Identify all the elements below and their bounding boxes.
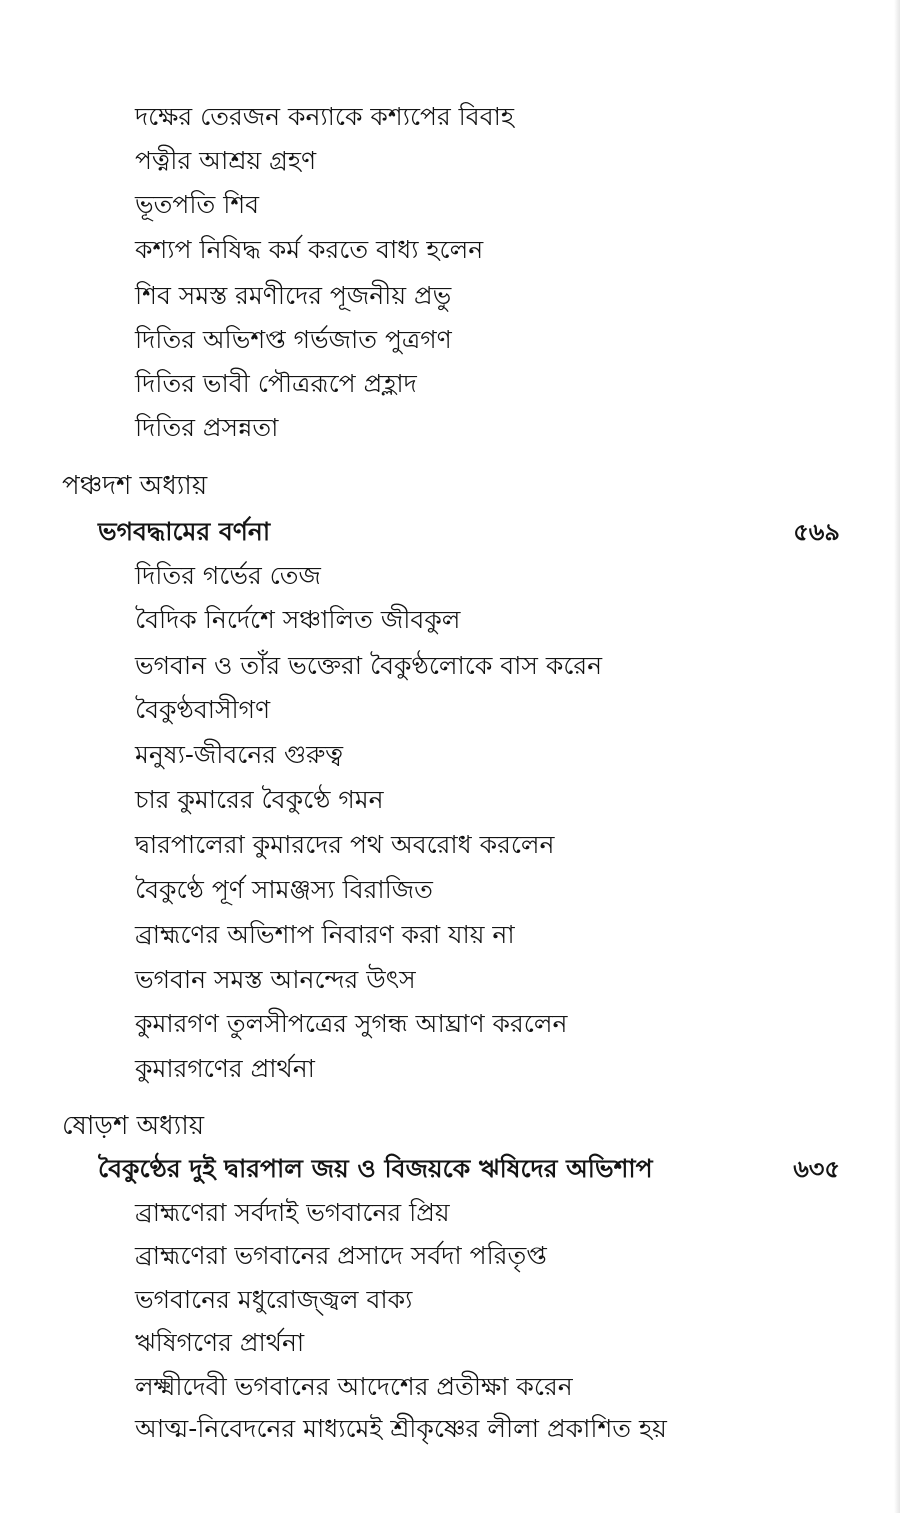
toc-entry: ভগবান ও তাঁর ভক্তেরা বৈকুণ্ঠলোকে বাস করেন [135, 651, 603, 680]
toc-entry: বৈকুণ্ঠে পূর্ণ সামঞ্জস্য বিরাজিত [135, 875, 433, 904]
toc-entry: কশ্যপ নিষিদ্ধ কর্ম করতে বাধ্য হলেন [135, 235, 484, 264]
toc-entry: ব্রাহ্মণেরা সর্বদাই ভগবানের প্রিয় [135, 1198, 450, 1227]
toc-entry: পত্নীর আশ্রয় গ্রহণ [135, 146, 317, 175]
toc-entry: দিতির ভাবী পৌত্ররূপে প্রহ্লাদ [135, 369, 417, 398]
chapter-title: ভগবদ্ধামের বর্ণনা [98, 517, 271, 546]
toc-entry: ব্রাহ্মণেরা ভগবানের প্রসাদে সর্বদা পরিতৃপ্ত [135, 1241, 547, 1270]
toc-entry: বৈদিক নির্দেশে সঞ্চালিত জীবকুল [135, 605, 461, 634]
chapter-label: ষোড়শ অধ্যায় [62, 1111, 205, 1141]
page-number: ৫৬৯ [793, 518, 840, 546]
toc-entry: দক্ষের তেরজন কন্যাকে কশ্যপের বিবাহ [135, 102, 515, 131]
toc-entry: ভগবানের মধুরোজ্জ্বল বাক্য [135, 1285, 413, 1314]
page-number: ৬৩৫ [793, 1155, 840, 1183]
toc-entry: চার কুমারের বৈকুণ্ঠে গমন [135, 785, 384, 814]
toc-entry: কুমারগণ তুলসীপত্রের সুগন্ধ আঘ্রাণ করলেন [135, 1009, 568, 1038]
toc-entry: ভগবান সমস্ত আনন্দের উৎস [135, 965, 416, 994]
toc-entry: কুমারগণের প্রার্থনা [135, 1054, 315, 1083]
toc-entry: ঋষিগণের প্রার্থনা [135, 1328, 305, 1357]
toc-entry: দিতির গর্ভের তেজ [135, 561, 321, 590]
toc-entry: বৈকুণ্ঠবাসীগণ [135, 695, 271, 724]
toc-entry: ভূতপতি শিব [135, 190, 260, 219]
toc-entry: লক্ষ্মীদেবী ভগবানের আদেশের প্রতীক্ষা করেন [135, 1372, 573, 1401]
toc-entry: শিব সমস্ত রমণীদের পূজনীয় প্রভু [135, 281, 452, 310]
toc-entry: দ্বারপালেরা কুমারদের পথ অবরোধ করলেন [135, 830, 555, 859]
page-edge-shadow [894, 0, 900, 1513]
toc-entry: দিতির প্রসন্নতা [135, 413, 279, 442]
toc-entry: ব্রাহ্মণের অভিশাপ নিবারণ করা যায় না [135, 920, 515, 949]
toc-entry: দিতির অভিশপ্ত গর্ভজাত পুত্রগণ [135, 325, 452, 354]
toc-entry: মনুষ্য-জীবনের গুরুত্ব [135, 740, 344, 769]
chapter-title: বৈকুণ্ঠের দুই দ্বারপাল জয় ও বিজয়কে ঋষিদের অভিশাপ [98, 1154, 653, 1183]
toc-entry: আত্ম-নিবেদনের মাধ্যমেই শ্রীকৃষ্ণের লীলা প্রকাশিত হয় [135, 1414, 667, 1443]
chapter-label: পঞ্চদশ অধ্যায় [62, 471, 208, 501]
